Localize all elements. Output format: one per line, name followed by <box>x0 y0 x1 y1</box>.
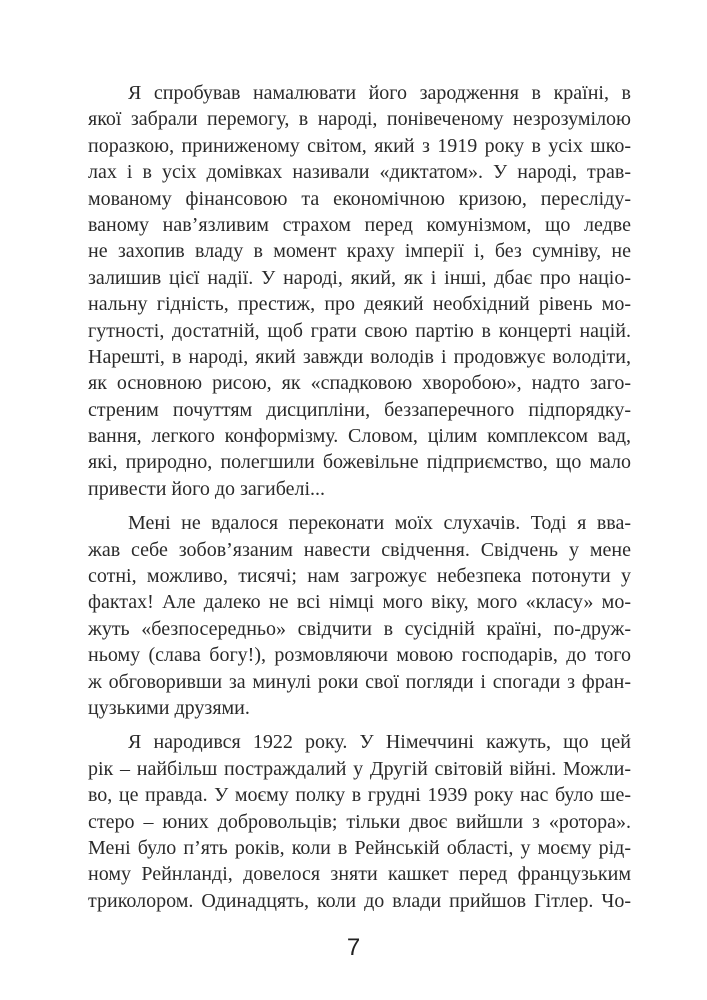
text-line: жав себе зобов’язаним навести свідчення. Свідчень у мене <box>88 538 631 561</box>
text-line: які, природно, полегшили божевільне підприємство, що мало <box>88 451 631 474</box>
text-line: Мені не вдалося переконати моїх слухачів. Тоді я вва- <box>128 512 631 535</box>
text-line: сотні, можливо, тисячі; нам загрожує небезпека потонути у <box>88 565 631 588</box>
page-number: 7 <box>346 934 361 961</box>
text-line: ваному нав’язливим страхом перед комунізмом, що ледве <box>88 213 631 236</box>
text-line: ньому (слава богу!), розмовляючи мовою господарів, до того <box>88 644 631 667</box>
text-line: як основною рисою, як «спадковою хворобою», надто заго- <box>88 372 631 395</box>
text-line: рік – найбільш постраждалий у Другій світовій війні. Можли- <box>88 757 631 780</box>
text-line: Я народився 1922 року. У Німеччині кажуть, що цей <box>128 731 631 754</box>
text-line: жуть «безпосередньо» свідчити в сусідній країні, по-друж- <box>88 617 631 640</box>
text-line: гутності, достатній, щоб грати свою партію в концерті націй. <box>88 319 631 342</box>
text-line: поразкою, приниженому світом, який з 1919 року в усіх шко- <box>88 134 631 157</box>
text-line: Нарешті, в народі, який завжди володів і продовжує володіти, <box>88 345 631 368</box>
text-line: Я спробував намалювати його зародження в країні, в <box>128 82 631 104</box>
text-line: стреним почуттям дисципліни, беззаперечного підпорядку- <box>88 398 631 421</box>
paragraph <box>88 510 631 721</box>
text-line: Мені було п’ять років, коли в Рейнській області, у моєму рід- <box>88 836 631 859</box>
text-line: не захопив владу в момент краху імперії і, без сумніву, не <box>88 240 631 263</box>
text-line: фактах! Але далеко не всі німці мого віку, мого «класу» мо- <box>88 591 631 614</box>
text-line: привести його до загибелі... <box>88 477 326 500</box>
text-line: ному Рейнланді, довелося зняти кашкет перед французьким <box>88 863 631 886</box>
paragraph <box>88 80 631 502</box>
text-line: якої забрали перемогу, в народі, понівеченому незрозумілою <box>88 108 631 131</box>
text-line: вання, легкого конформізму. Словом, цілим комплексом вад, <box>88 425 631 448</box>
text-line: ж обговоривши за минулі роки свої погляди і спогади з фран- <box>88 670 631 693</box>
page-body <box>88 80 631 922</box>
text-line: лах і в усіх домівках називали «диктатом». У народі, трав- <box>88 161 631 184</box>
text-line: цузькими друзями. <box>88 696 250 719</box>
text-line: мованому фінансовою та економічною кризою, переслідy- <box>88 187 631 210</box>
text-line: триколором. Одинадцять, коли до влади прийшов Гітлер. Чо- <box>88 889 631 912</box>
text-line: во, це правда. У моєму полку в грудні 1939 року нас було ше- <box>88 784 631 807</box>
text-line: стеро – юних добровольців; тільки двоє вийшли з «ротора». <box>88 810 631 833</box>
paragraph <box>88 729 631 914</box>
text-line: залишив цієї надії. У народі, який, як і інші, дбає про націо- <box>88 266 631 289</box>
text-line: нальну гідність, престиж, про деякий необхідний рівень мо- <box>88 293 631 316</box>
